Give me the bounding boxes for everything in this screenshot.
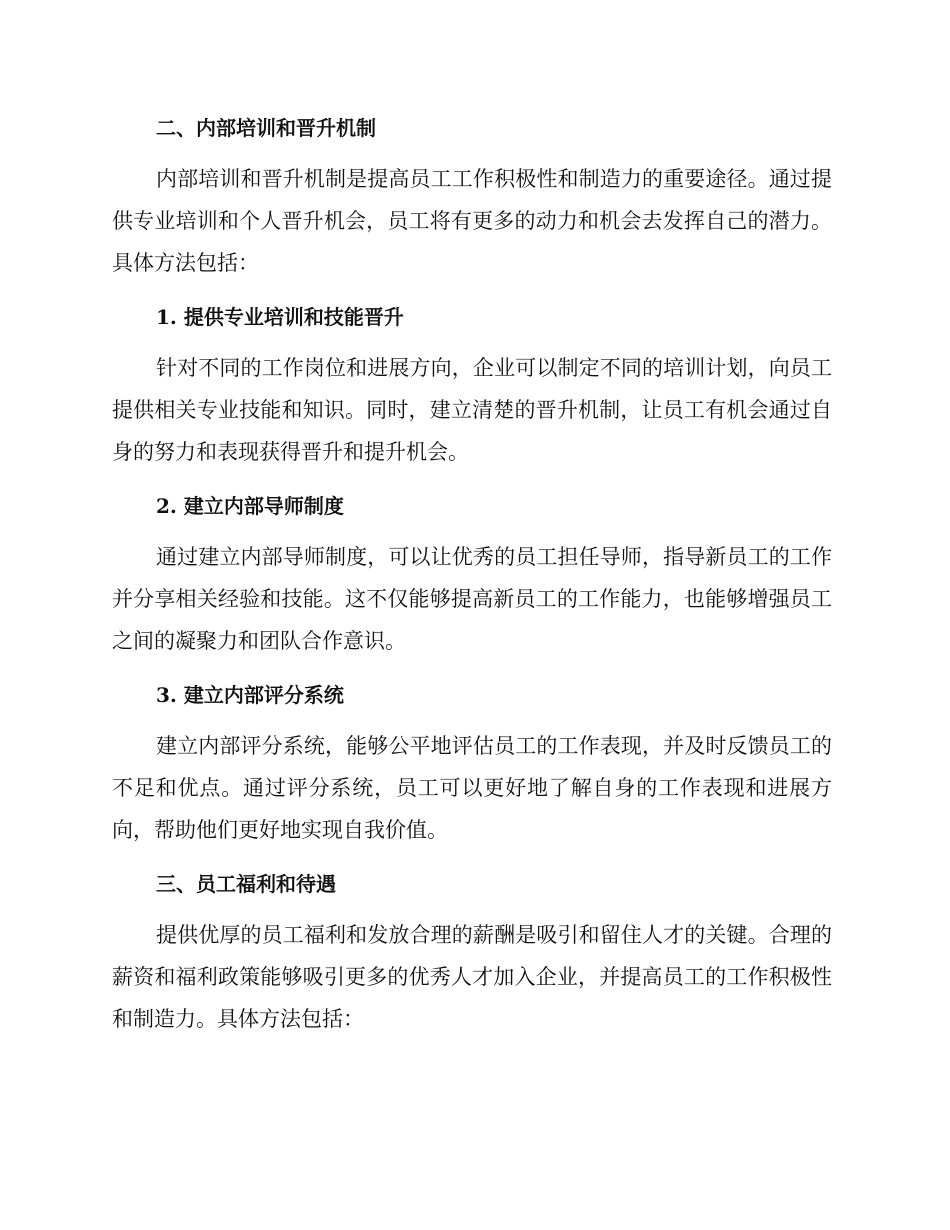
- paragraph-professional-training: 针对不同的工作岗位和进展方向，企业可以制定不同的培训计划，向员工提供相关专业技能和知识。同时，建立清楚的晋升机制，让员工有机会通过自身的努力和表现获得晋升和提升机会。: [112, 356, 832, 464]
- section-heading-training: 二、内部培训和晋升机制: [156, 116, 376, 140]
- paragraph-rating-system: 建立内部评分系统，能够公平地评估员工的工作表现，并及时反馈员工的不足和优点。通过评分系统，员工可以更好地了解自身的工作表现和进展方向，帮助他们更好地实现自我价值。: [112, 734, 832, 842]
- subheading-professional-training: 1. 提供专业培训和技能晋升: [156, 305, 404, 329]
- paragraph-benefits-intro: 提供优厚的员工福利和发放合理的薪酬是吸引和留住人才的关键。合理的薪资和福利政策能够吸引更多的优秀人才加入企业，并提高员工的工作积极性和制造力。具体方法包括：: [112, 923, 832, 1031]
- paragraph-mentor-system: 通过建立内部导师制度，可以让优秀的员工担任导师，指导新员工的工作并分享相关经验和技能。这不仅能够提高新员工的工作能力，也能够增强员工之间的凝聚力和团队合作意识。: [112, 545, 832, 653]
- subheading-rating-system: 3. 建立内部评分系统: [156, 683, 344, 707]
- subheading-mentor-system: 2. 建立内部导师制度: [156, 494, 344, 518]
- document-body: [112, 108, 832, 1053]
- paragraph-training-intro: 内部培训和晋升机制是提高员工工作积极性和制造力的重要途径。通过提供专业培训和个人晋升机会，员工将有更多的动力和机会去发挥自己的潜力。具体方法包括：: [112, 167, 832, 275]
- section-heading-benefits: 三、员工福利和待遇: [156, 872, 336, 896]
